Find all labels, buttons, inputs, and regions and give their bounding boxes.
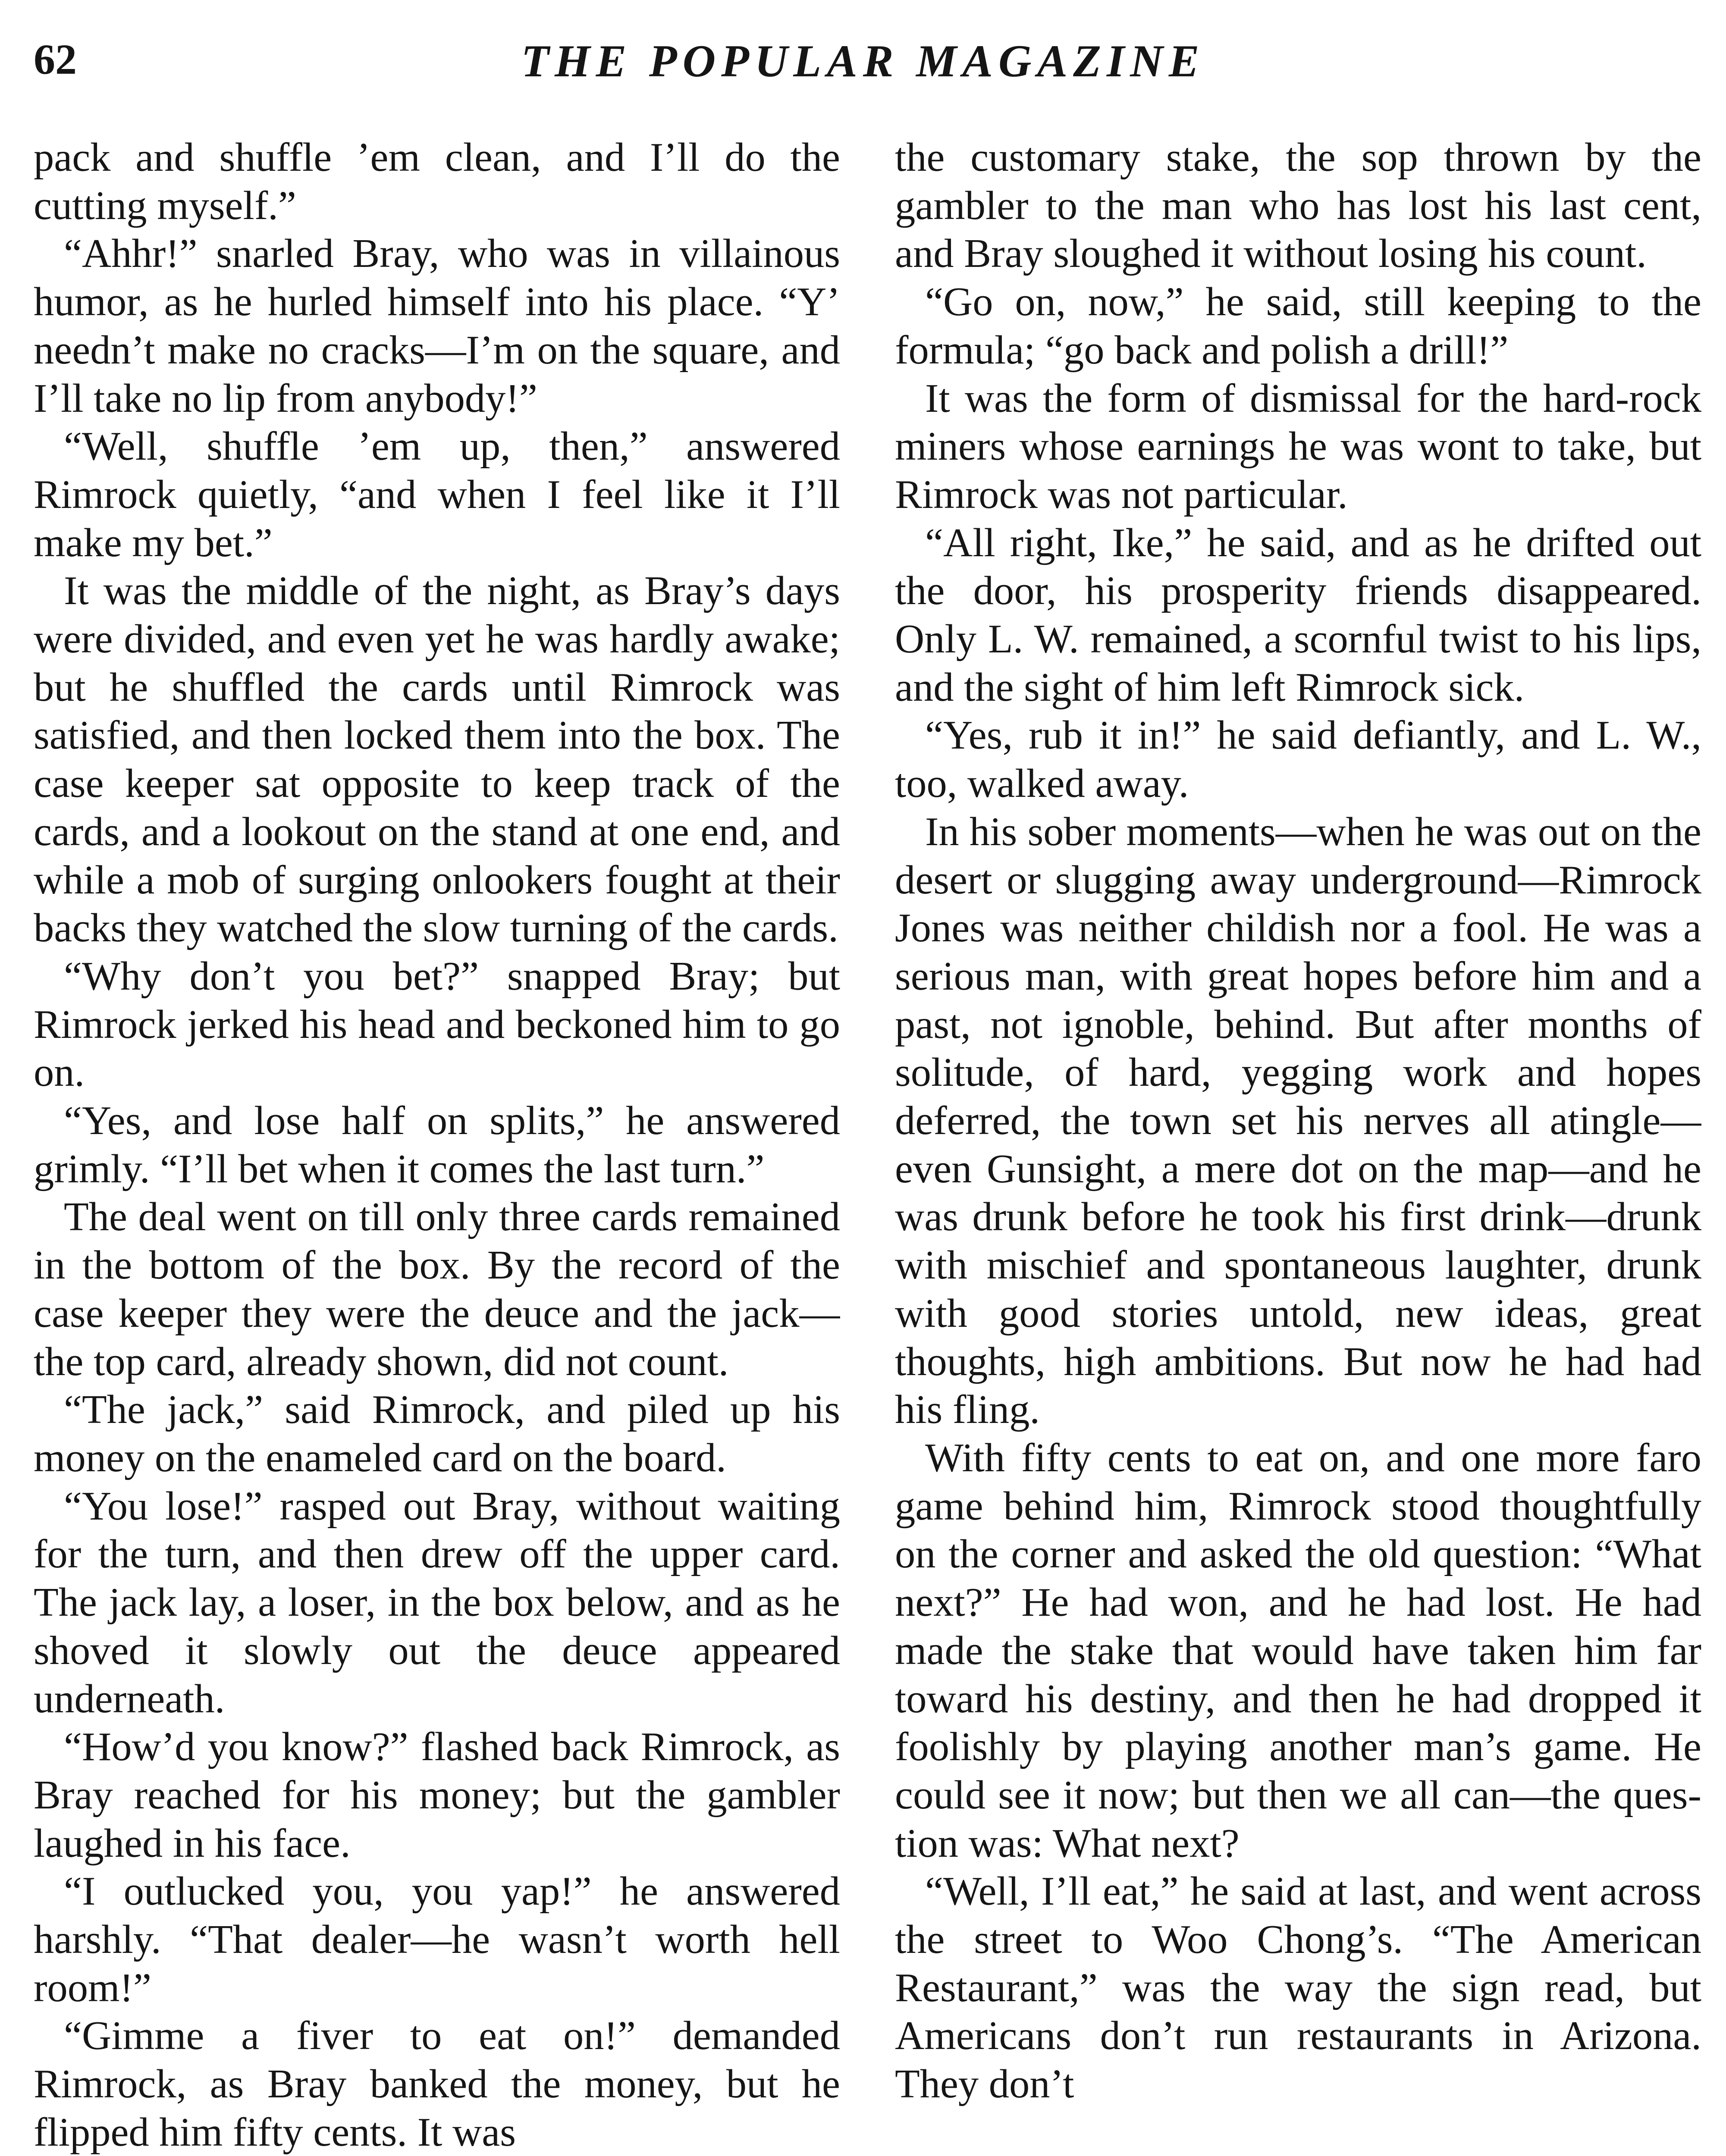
paragraph: “Well, shuffle ’em up, then,” answered Rimrock quietly, “and when I feel like it I’ll make my bet.”	[34, 424, 840, 565]
paragraph: “All right, Ike,” he said, and as he drifted out the door, his prosperity friends disappeared. Only L. W. remained, a scornful twist to his lips, and the sight of him left Rimrock sick.	[895, 520, 1701, 710]
page-header	[34, 34, 1692, 103]
paragraph: With fifty cents to eat on, and one more faro game behind him, Rimrock stood thoughtfully on the corner and asked the old question: “What next?” He had won, and he had lost. He had made the stake that would have taken him far toward his destiny, and then he had dropped it foolishly by playing another man’s game. He could see it now; but then we all can—the question was: What next?	[895, 1435, 1701, 1866]
paragraph: “Ahhr!” snarled Bray, who was in villainous humor, as he hurled himself into his place. “Y’ needn’t make no cracks—I’m on the square, and I’ll take no lip from anybody!”	[34, 231, 840, 421]
left-column	[34, 134, 840, 2156]
paragraph: The deal went on till only three cards remained in the bottom of the box. By the record of the case keeper they were the deuce and the jack—the top card, already shown, did not count.	[34, 1194, 840, 1384]
paragraph: “The jack,” said Rimrock, and piled up his money on the enameled card on the board.	[34, 1387, 840, 1480]
magazine-title: THE POPULAR MAGAZINE	[521, 36, 1205, 86]
paragraph: It was the middle of the night, as Bray’s days were divided, and even yet he was hardly awake; but he shuffled the cards until Rimrock was satisfied, and then locked them into the box. The case keeper sat opposite to keep track of the cards, and a lookout on the stand at one end, and while a mob of surging onlookers fought at their backs they watched the slow turning of the cards.	[34, 568, 840, 951]
paragraph: “Well, I’ll eat,” he said at last, and went across the street to Woo Chong’s. “The American Restaurant,” was the way the sign read, but Americans don’t run restaurants in Arizona. They don’t	[895, 1869, 1701, 2107]
paragraph: “Go on, now,” he said, still keeping to the formula; “go back and polish a drill!”	[895, 279, 1701, 373]
paragraph: pack and shuffle ’em clean, and I’ll do the cutting myself.”	[34, 135, 840, 228]
paragraph: the customary stake, the sop thrown by the gambler to the man who has lost his last cent, and Bray sloughed it without losing his count.	[895, 135, 1701, 276]
paragraph: “Gimme a fiver to eat on!” demanded Rimrock, as Bray banked the money, but he flipped him fifty cents. It was	[34, 2013, 840, 2155]
paragraph: “How’d you know?” flashed back Rimrock, as Bray reached for his money; but the gambler laughed in his face.	[34, 1724, 840, 1866]
paragraph: It was the form of dismissal for the hard-rock miners whose earnings he was wont to take, but Rimrock was not particular.	[895, 376, 1701, 517]
paragraph: “Yes, rub it in!” he said defiantly, and L. W., too, walked away.	[895, 713, 1701, 806]
paragraph: “Yes, and lose half on splits,” he answered grimly. “I’ll bet when it comes the last turn.”	[34, 1098, 840, 1191]
right-column	[895, 134, 1701, 2156]
paragraph: In his sober moments—when he was out on the desert or slugging away underground—Rimrock Jones was neither childish nor a fool. He was a serious man, with great hopes before him and a past, not ignoble, behind. But after months of solitude, of hard, yegging work and hopes deferred, the town set his nerves all atingle—even Gunsight, a mere dot on the map—and he was drunk before he took his first drink—drunk with mischief and spontaneous laughter, drunk with good stories untold, new ideas, great thoughts, high ambitions. But now he had had his fling.	[895, 809, 1701, 1432]
paragraph: “Why don’t you bet?” snapped Bray; but Rimrock jerked his head and beckoned him to go on.	[34, 953, 840, 1095]
paragraph: “You lose!” rasped out Bray, without waiting for the turn, and then drew off the upper card. The jack lay, a loser, in the box below, and as he shoved it slowly out the deuce appeared underneath.	[34, 1483, 840, 1721]
paragraph: “I outlucked you, you yap!” he answered harshly. “That dealer—he wasn’t worth hell room!”	[34, 1869, 840, 2010]
page-number: 62	[34, 35, 77, 83]
